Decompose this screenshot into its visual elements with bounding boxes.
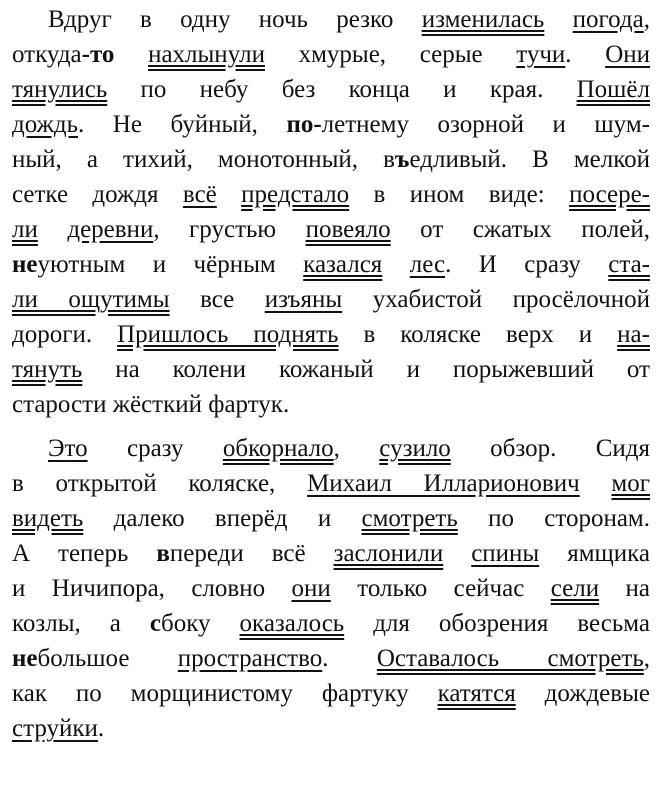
text-run: Вдруг в одну ночь резко bbox=[48, 6, 422, 33]
text-line bbox=[12, 142, 650, 177]
predicate-word: казался bbox=[303, 251, 383, 278]
text-line bbox=[12, 387, 650, 422]
predicate-word: видеть bbox=[12, 505, 84, 532]
text-run: сетке дождя bbox=[12, 181, 183, 208]
predicate-word: нахлынули bbox=[148, 41, 265, 68]
predicate-word: тянулись bbox=[12, 76, 108, 103]
text-run: ный, а тихий, монотонный, в bbox=[12, 146, 395, 173]
bold-letters: -то bbox=[81, 41, 115, 68]
text-run: летнему озорной и шум- bbox=[321, 111, 650, 138]
predicate-word: ли ощутимы bbox=[12, 286, 170, 313]
predicate-word: изменилась bbox=[421, 6, 545, 33]
text-run: в ином виде: bbox=[349, 181, 570, 208]
subject-word: дождь bbox=[12, 111, 78, 138]
paragraph bbox=[12, 429, 650, 746]
text-run bbox=[580, 470, 612, 497]
text-line bbox=[12, 177, 650, 212]
text-run bbox=[443, 540, 471, 567]
predicate-word: посере- bbox=[569, 181, 650, 208]
text-page bbox=[12, 0, 650, 746]
text-run: уютным и чёрным bbox=[37, 251, 304, 278]
text-line bbox=[12, 466, 650, 501]
text-line bbox=[12, 317, 650, 352]
text-run bbox=[544, 6, 572, 33]
text-run: , грустью bbox=[153, 216, 306, 243]
text-run: боку bbox=[161, 610, 240, 637]
subject-word: изъяны bbox=[264, 286, 343, 313]
paragraph bbox=[12, 0, 650, 422]
text-run: от сжатых полей, bbox=[390, 216, 650, 243]
text-line bbox=[12, 641, 650, 676]
text-run: большое bbox=[37, 645, 178, 672]
predicate-word: ста- bbox=[608, 251, 650, 278]
predicate-word: предстало bbox=[241, 181, 350, 208]
text-line bbox=[12, 536, 650, 571]
subject-word: всё bbox=[182, 181, 217, 208]
text-line bbox=[12, 247, 650, 282]
subject-word: лес bbox=[409, 251, 446, 278]
predicate-word: тянуть bbox=[12, 356, 83, 383]
text-line bbox=[12, 2, 650, 37]
text-run: , bbox=[643, 645, 650, 672]
text-line bbox=[12, 571, 650, 606]
text-run: . bbox=[565, 41, 606, 68]
predicate-word: заслонили bbox=[333, 540, 444, 567]
text-run: по сторонам. bbox=[457, 505, 650, 532]
subject-word: погода bbox=[572, 6, 644, 33]
text-run: А теперь bbox=[12, 540, 157, 567]
text-run: , bbox=[643, 6, 650, 33]
bold-letters: с bbox=[149, 610, 162, 637]
text-run bbox=[38, 216, 67, 243]
subject-word: Это bbox=[48, 435, 88, 462]
text-run: по небу без конца и края. bbox=[107, 76, 577, 103]
predicate-word: мог bbox=[611, 470, 650, 497]
bold-letters: по- bbox=[286, 111, 322, 138]
subject-word: струйки bbox=[12, 715, 98, 742]
predicate-word: катятся bbox=[437, 680, 516, 707]
predicate-word: обкорнало bbox=[222, 435, 334, 462]
subject-word: они bbox=[291, 575, 331, 602]
text-run: в коляске верх и bbox=[338, 321, 618, 348]
bold-letters: не bbox=[12, 645, 38, 672]
text-run: откуда bbox=[12, 41, 82, 68]
bold-letters: не bbox=[12, 251, 38, 278]
text-run: старости жёсткий фартук. bbox=[12, 391, 290, 418]
text-line bbox=[12, 37, 650, 72]
text-run: как по морщинистому фартуку bbox=[12, 680, 438, 707]
text-run: далеко вперёд и bbox=[83, 505, 362, 532]
text-run: хмурые, серые bbox=[264, 41, 517, 68]
text-run: ухабистой просёлочной bbox=[342, 286, 650, 313]
text-line bbox=[12, 676, 650, 711]
text-run: и Ничипора, словно bbox=[12, 575, 292, 602]
text-run: на bbox=[599, 575, 650, 602]
text-line bbox=[12, 212, 650, 247]
predicate-word: оказалось bbox=[239, 610, 345, 637]
text-line bbox=[12, 501, 650, 536]
subject-word: Михаил Илларионович bbox=[307, 470, 580, 497]
text-run: , bbox=[333, 435, 380, 462]
text-line bbox=[12, 711, 650, 746]
subject-word: деревни bbox=[67, 216, 154, 243]
text-line bbox=[12, 352, 650, 387]
text-run: . Не буйный, bbox=[78, 111, 287, 138]
text-line bbox=[12, 72, 650, 107]
subject-word: пространство bbox=[177, 645, 323, 672]
predicate-word: сузило bbox=[379, 435, 451, 462]
bold-letters: ъ bbox=[394, 146, 410, 173]
text-run: дороги. bbox=[12, 321, 118, 348]
text-run bbox=[114, 41, 148, 68]
text-run: обзор. Сидя bbox=[450, 435, 650, 462]
text-run bbox=[382, 251, 409, 278]
predicate-word: на- bbox=[617, 321, 650, 348]
text-line bbox=[12, 107, 650, 142]
predicate-word: смотреть bbox=[361, 505, 458, 532]
subject-word: Они bbox=[605, 41, 650, 68]
text-run: . bbox=[97, 715, 105, 742]
text-run: ямщика bbox=[539, 540, 651, 567]
text-run: . И сразу bbox=[445, 251, 609, 278]
text-run: едливый. В мелкой bbox=[409, 146, 650, 173]
text-run: только сейчас bbox=[330, 575, 551, 602]
text-run: дождевые bbox=[515, 680, 650, 707]
predicate-word: Пришлось поднять bbox=[117, 321, 339, 348]
predicate-word: Пошёл bbox=[576, 76, 650, 103]
text-run: сразу bbox=[87, 435, 223, 462]
predicate-word: ли bbox=[12, 216, 38, 243]
text-line bbox=[12, 282, 650, 317]
text-run: козлы, а bbox=[12, 610, 150, 637]
subject-word: спины bbox=[471, 540, 540, 567]
text-run: на колени кожаный и порыжевший от bbox=[82, 356, 650, 383]
text-run: в открытой коляске, bbox=[12, 470, 308, 497]
predicate-word: Оставалось смотреть bbox=[376, 645, 644, 672]
text-line bbox=[12, 606, 650, 641]
subject-word: тучи bbox=[516, 41, 566, 68]
predicate-word: повеяло bbox=[305, 216, 391, 243]
bold-letters: в bbox=[156, 540, 170, 567]
predicate-word: сели bbox=[550, 575, 600, 602]
text-run: переди всё bbox=[169, 540, 334, 567]
text-run: для обозрения весьма bbox=[344, 610, 651, 637]
text-run bbox=[217, 181, 241, 208]
text-run: все bbox=[169, 286, 265, 313]
text-line bbox=[12, 431, 650, 466]
text-run: . bbox=[322, 645, 377, 672]
